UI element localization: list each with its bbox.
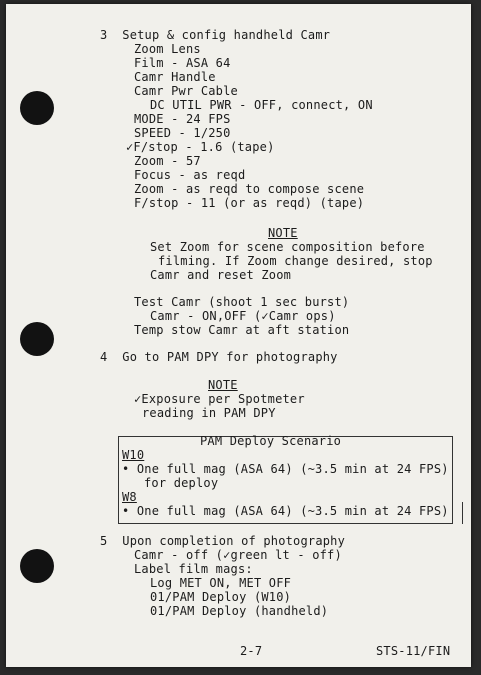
scenario-w10-item: • One full mag (ASA 64) (~3.5 min at 24 FPS) (122, 462, 449, 476)
step-5-heading: 5 Upon completion of photography (100, 534, 346, 548)
note-2-line-1: ✓Exposure per Spotmeter (134, 392, 305, 406)
item-label-film-mags: Label film mags: (134, 562, 253, 576)
item-speed: SPEED - 1/250 (134, 126, 231, 140)
note-heading-2: NOTE (208, 378, 238, 392)
binder-hole-top (20, 91, 54, 125)
note-1-line-1: Set Zoom for scene composition before (150, 240, 425, 254)
page-number: 2-7 (240, 644, 263, 658)
item-camr-off: Camr - off (✓green lt - off) (134, 548, 342, 562)
document-id: STS-11/FIN (376, 644, 451, 658)
scenario-w8-item: • One full mag (ASA 64) (~3.5 min at 24 FPS) (122, 504, 449, 518)
item-log-met: Log MET ON, MET OFF (150, 576, 292, 590)
scenario-w10-item-cont: for deploy (144, 476, 219, 490)
item-zoom-compose: Zoom - as reqd to compose scene (134, 182, 365, 196)
item-camr-on-off: Camr - ON,OFF (✓Camr ops) (150, 309, 336, 323)
note-heading-1: NOTE (268, 226, 298, 240)
scenario-title: PAM Deploy Scenario (200, 434, 342, 448)
item-camr-handle: Camr Handle (134, 70, 216, 84)
item-focus: Focus - as reqd (134, 168, 246, 182)
scenario-w8-label: W8 (122, 490, 137, 504)
item-fstop-1: ✓F/stop - 1.6 (tape) (126, 140, 275, 154)
note-1-line-2: filming. If Zoom change desired, stop (158, 254, 433, 268)
item-test-camr: Test Camr (shoot 1 sec burst) (134, 295, 350, 309)
item-zoom-lens: Zoom Lens (134, 42, 201, 56)
binder-hole-middle (20, 322, 54, 356)
item-camr-pwr-cable: Camr Pwr Cable (134, 84, 238, 98)
note-2-line-2: reading in PAM DPY (142, 406, 276, 420)
item-zoom-57: Zoom - 57 (134, 154, 201, 168)
item-fstop-2: F/stop - 11 (or as reqd) (tape) (134, 196, 365, 210)
item-pam-deploy-w10: 01/PAM Deploy (W10) (150, 590, 292, 604)
item-pam-deploy-handheld: 01/PAM Deploy (handheld) (150, 604, 329, 618)
item-film: Film - ASA 64 (134, 56, 231, 70)
step-4-heading: 4 Go to PAM DPY for photography (100, 350, 338, 364)
item-temp-stow: Temp stow Camr at aft station (134, 323, 350, 337)
change-bar (462, 502, 463, 524)
binder-hole-bottom (20, 549, 54, 583)
note-1-line-3: Camr and reset Zoom (150, 268, 292, 282)
checklist-page (6, 4, 471, 667)
step-3-heading: 3 Setup & config handheld Camr (100, 28, 331, 42)
item-dc-util-pwr: DC UTIL PWR - OFF, connect, ON (150, 98, 373, 112)
item-mode: MODE - 24 FPS (134, 112, 231, 126)
scenario-w10-label: W10 (122, 448, 145, 462)
